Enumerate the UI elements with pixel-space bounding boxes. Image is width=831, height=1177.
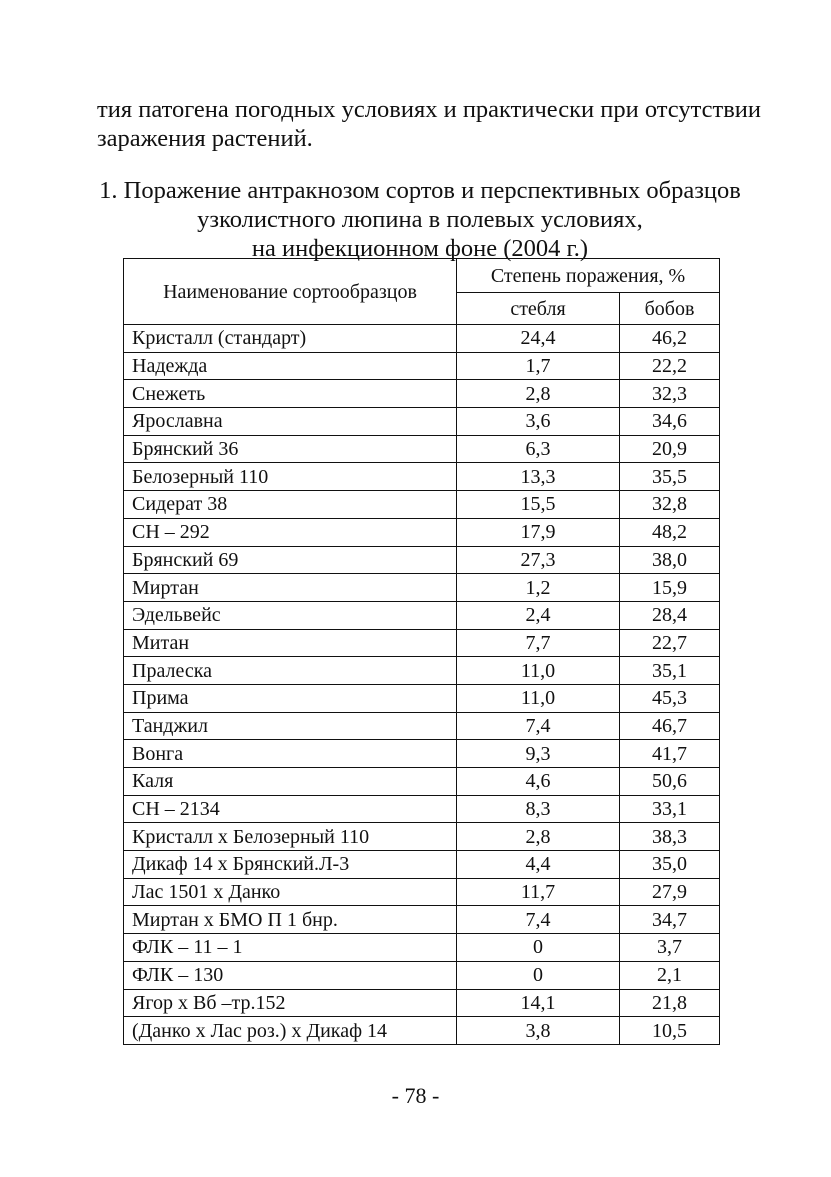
- variety-name-cell: ФЛК – 11 – 1: [124, 934, 457, 962]
- table-row: [124, 352, 720, 380]
- table-row: [124, 1017, 720, 1045]
- table-row: [124, 657, 720, 685]
- variety-name-cell: Белозерный 110: [124, 463, 457, 491]
- pod-damage-cell: 32,8: [620, 491, 720, 519]
- anthracnose-table: [123, 258, 720, 1045]
- pod-damage-cell: 35,1: [620, 657, 720, 685]
- pod-damage-cell: 35,0: [620, 851, 720, 879]
- table-row: [124, 629, 720, 657]
- table-row: [124, 795, 720, 823]
- pod-damage-cell: 46,7: [620, 712, 720, 740]
- stem-damage-cell: 2,8: [457, 823, 620, 851]
- pod-damage-cell: 10,5: [620, 1017, 720, 1045]
- pod-damage-cell: 41,7: [620, 740, 720, 768]
- table-title: [60, 176, 780, 263]
- stem-damage-cell: 11,7: [457, 878, 620, 906]
- table-row: [124, 491, 720, 519]
- stem-damage-cell: 7,4: [457, 712, 620, 740]
- variety-name-cell: Снежеть: [124, 380, 457, 408]
- pod-damage-cell: 15,9: [620, 574, 720, 602]
- pod-damage-cell: 38,0: [620, 546, 720, 574]
- table-row: [124, 518, 720, 546]
- pod-damage-cell: 32,3: [620, 380, 720, 408]
- intro-paragraph: [97, 95, 761, 153]
- table-row: [124, 380, 720, 408]
- stem-damage-cell: 3,6: [457, 408, 620, 436]
- header-damage-degree: Степень поражения, %: [457, 259, 720, 293]
- variety-name-cell: Танджил: [124, 712, 457, 740]
- pod-damage-cell: 22,7: [620, 629, 720, 657]
- pod-damage-cell: 28,4: [620, 601, 720, 629]
- variety-name-cell: СН – 292: [124, 518, 457, 546]
- variety-name-cell: (Данко х Лас роз.) х Дикаф 14: [124, 1017, 457, 1045]
- stem-damage-cell: 11,0: [457, 657, 620, 685]
- pod-damage-cell: 35,5: [620, 463, 720, 491]
- table-row: [124, 961, 720, 989]
- stem-damage-cell: 24,4: [457, 325, 620, 353]
- stem-damage-cell: 11,0: [457, 684, 620, 712]
- pod-damage-cell: 22,2: [620, 352, 720, 380]
- table-row: [124, 906, 720, 934]
- intro-line: заражения растений.: [97, 125, 313, 152]
- table-row: [124, 768, 720, 796]
- pod-damage-cell: 2,1: [620, 961, 720, 989]
- table-row: [124, 601, 720, 629]
- table-row: [124, 684, 720, 712]
- table-row: [124, 463, 720, 491]
- pod-damage-cell: 34,7: [620, 906, 720, 934]
- stem-damage-cell: 2,8: [457, 380, 620, 408]
- variety-name-cell: СН – 2134: [124, 795, 457, 823]
- table-title-line: узколистного люпина в полевых условиях,: [197, 206, 643, 233]
- stem-damage-cell: 15,5: [457, 491, 620, 519]
- table-row: [124, 325, 720, 353]
- variety-name-cell: Лас 1501 х Данко: [124, 878, 457, 906]
- stem-damage-cell: 17,9: [457, 518, 620, 546]
- variety-name-cell: Брянский 69: [124, 546, 457, 574]
- stem-damage-cell: 4,6: [457, 768, 620, 796]
- pod-damage-cell: 33,1: [620, 795, 720, 823]
- pod-damage-cell: 27,9: [620, 878, 720, 906]
- table-row: [124, 878, 720, 906]
- table-row: [124, 408, 720, 436]
- variety-name-cell: Ярославна: [124, 408, 457, 436]
- stem-damage-cell: 0: [457, 961, 620, 989]
- table-row: [124, 823, 720, 851]
- intro-line: тия патогена погодных условиях и практически при отсутствии: [97, 96, 761, 123]
- stem-damage-cell: 7,7: [457, 629, 620, 657]
- page-number: - 78 -: [391, 1083, 440, 1108]
- stem-damage-cell: 3,8: [457, 1017, 620, 1045]
- variety-name-cell: Пралеска: [124, 657, 457, 685]
- variety-name-cell: Сидерат 38: [124, 491, 457, 519]
- header-stem: стебля: [457, 293, 620, 325]
- table-title-line: 1. Поражение антракнозом сортов и перспективных образцов: [99, 177, 741, 204]
- pod-damage-cell: 46,2: [620, 325, 720, 353]
- stem-damage-cell: 1,2: [457, 574, 620, 602]
- pod-damage-cell: 34,6: [620, 408, 720, 436]
- table-row: [124, 712, 720, 740]
- variety-name-cell: Миртан: [124, 574, 457, 602]
- variety-name-cell: Кристалл х Белозерный 110: [124, 823, 457, 851]
- stem-damage-cell: 8,3: [457, 795, 620, 823]
- variety-name-cell: Кристалл (стандарт): [124, 325, 457, 353]
- stem-damage-cell: 7,4: [457, 906, 620, 934]
- table-row: [124, 435, 720, 463]
- variety-name-cell: ФЛК – 130: [124, 961, 457, 989]
- pod-damage-cell: 38,3: [620, 823, 720, 851]
- pod-damage-cell: 48,2: [620, 518, 720, 546]
- variety-name-cell: Прима: [124, 684, 457, 712]
- stem-damage-cell: 14,1: [457, 989, 620, 1017]
- pod-damage-cell: 45,3: [620, 684, 720, 712]
- table-body: [124, 325, 720, 1045]
- table-row: [124, 989, 720, 1017]
- header-pod: бобов: [620, 293, 720, 325]
- table-row: [124, 740, 720, 768]
- table-title-line: на инфекционном фоне (2004 г.): [251, 235, 589, 262]
- variety-name-cell: Вонга: [124, 740, 457, 768]
- stem-damage-cell: 6,3: [457, 435, 620, 463]
- table-row: [124, 934, 720, 962]
- stem-damage-cell: 13,3: [457, 463, 620, 491]
- pod-damage-cell: 3,7: [620, 934, 720, 962]
- table-row: [124, 574, 720, 602]
- stem-damage-cell: 0: [457, 934, 620, 962]
- table-row: [124, 851, 720, 879]
- variety-name-cell: Каля: [124, 768, 457, 796]
- stem-damage-cell: 1,7: [457, 352, 620, 380]
- variety-name-cell: Миртан х БМО П 1 бнр.: [124, 906, 457, 934]
- variety-name-cell: Ягор х Вб –тр.152: [124, 989, 457, 1017]
- pod-damage-cell: 20,9: [620, 435, 720, 463]
- pod-damage-cell: 50,6: [620, 768, 720, 796]
- variety-name-cell: Митан: [124, 629, 457, 657]
- stem-damage-cell: 4,4: [457, 851, 620, 879]
- stem-damage-cell: 27,3: [457, 546, 620, 574]
- variety-name-cell: Эдельвейс: [124, 601, 457, 629]
- stem-damage-cell: 9,3: [457, 740, 620, 768]
- pod-damage-cell: 21,8: [620, 989, 720, 1017]
- variety-name-cell: Дикаф 14 х Брянский.Л-3: [124, 851, 457, 879]
- variety-name-cell: Надежда: [124, 352, 457, 380]
- table-row: [124, 546, 720, 574]
- stem-damage-cell: 2,4: [457, 601, 620, 629]
- header-variety-name: Наименование сортообразцов: [124, 259, 457, 325]
- variety-name-cell: Брянский 36: [124, 435, 457, 463]
